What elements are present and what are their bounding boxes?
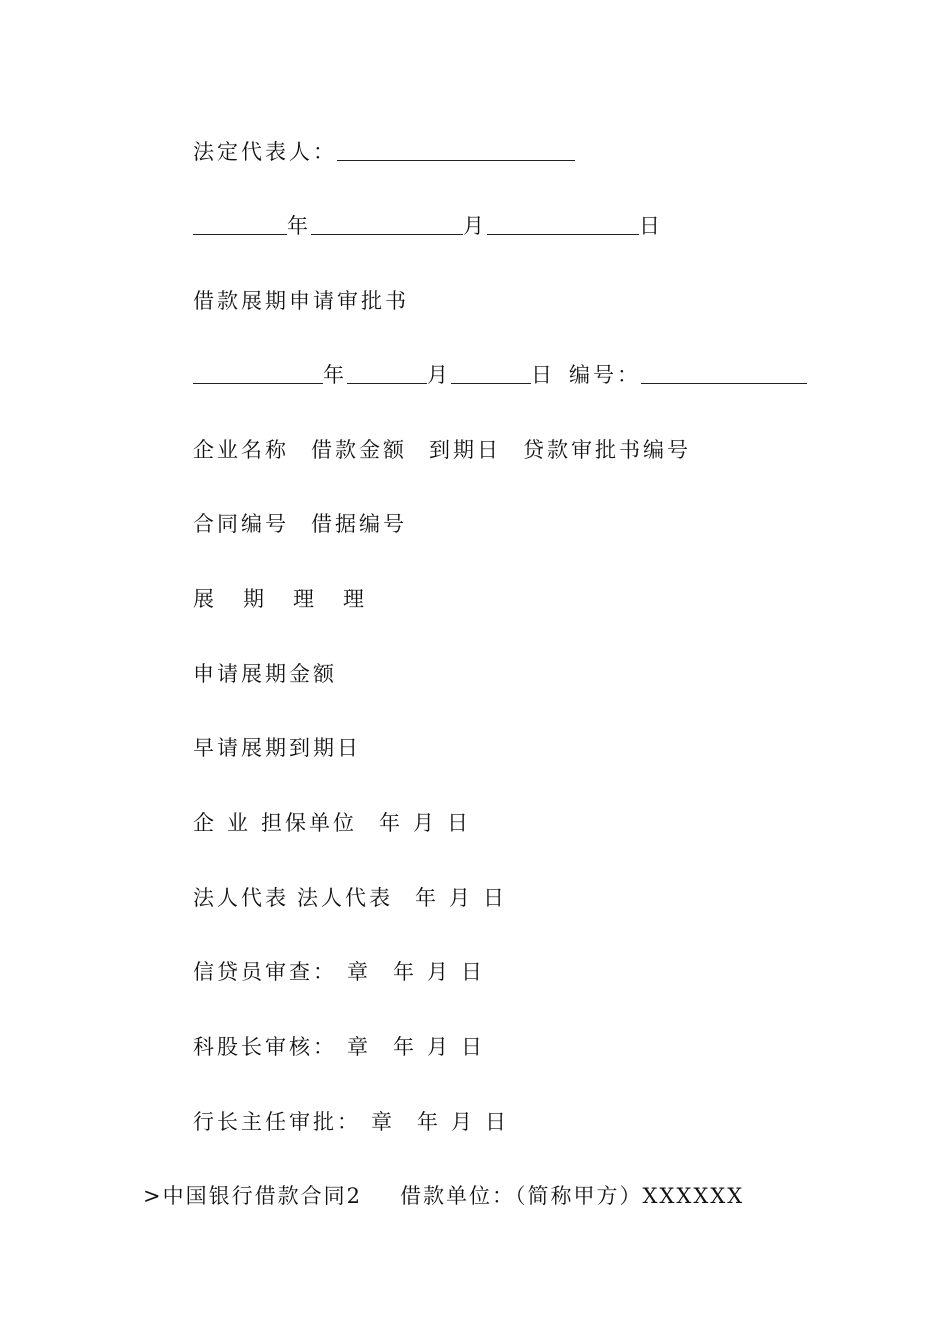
text: 日: [447, 811, 471, 835]
label-approval-number: 贷款审批书编号: [523, 438, 691, 462]
day-label: 日: [639, 214, 663, 238]
row-contract-numbers: [193, 509, 407, 539]
text: 月: [449, 886, 473, 910]
seal-label: 章: [371, 1110, 395, 1134]
text: 年: [417, 1110, 441, 1134]
number-blank: [641, 363, 807, 384]
text: 年: [393, 1035, 417, 1059]
row-extension-due-date: 早请展期到期日: [193, 736, 361, 760]
text: 年: [415, 886, 439, 910]
document-title: 借款展期申请审批书: [193, 289, 409, 313]
date-line-2: [193, 360, 807, 390]
text: 行长主任审批：: [193, 1110, 361, 1134]
footer-contract-line: [143, 1181, 744, 1211]
text: 法人代表: [193, 886, 289, 910]
contract-title: 中国银行借款合同2: [162, 1184, 362, 1208]
borrower-name: XXXXXX: [642, 1184, 745, 1208]
text: 年: [379, 811, 403, 835]
char: 展: [193, 587, 217, 611]
day-blank: [451, 363, 531, 384]
month-label: 月: [463, 214, 487, 238]
text: 月: [427, 960, 451, 984]
text: 日: [485, 1110, 509, 1134]
char: 理: [293, 587, 317, 611]
year-blank: [193, 363, 323, 384]
label-guarantor: 担保单位: [261, 811, 357, 835]
label-due-date: 到期日: [429, 438, 501, 462]
text: 月: [427, 1035, 451, 1059]
text: 科股长审核：: [193, 1035, 337, 1059]
row-company-info: [193, 435, 691, 465]
seal-label: 章: [347, 960, 371, 984]
row-director-approval: [193, 1107, 509, 1137]
borrower-label: 借款单位：: [399, 1184, 515, 1208]
month-blank: [347, 363, 427, 384]
row-credit-officer-review: [193, 957, 485, 987]
text: 日: [461, 1035, 485, 1059]
year-label: 年: [287, 214, 311, 238]
text: 日: [483, 886, 507, 910]
label-receipt-number: 借据编号: [311, 512, 407, 536]
text: 法人代表: [297, 886, 393, 910]
legal-rep-label: 法定代表人：: [193, 140, 337, 164]
row-extension-amount: 申请展期金额: [193, 662, 337, 686]
legal-rep-blank: [337, 140, 575, 161]
label-loan-amount: 借款金额: [311, 438, 407, 462]
number-label: 编号：: [569, 363, 641, 387]
char: 理: [343, 587, 367, 611]
row-extension-reason: [193, 584, 367, 614]
day-blank: [487, 214, 639, 235]
text: 月: [451, 1110, 475, 1134]
text: 信贷员审查：: [193, 960, 337, 984]
text: 业: [227, 811, 251, 835]
label-contract-number: 合同编号: [193, 512, 289, 536]
year-label: 年: [323, 363, 347, 387]
text: 年: [393, 960, 417, 984]
label-company-name: 企业名称: [193, 438, 289, 462]
year-blank: [193, 214, 287, 235]
day-label: 日: [531, 363, 555, 387]
char: 期: [243, 587, 267, 611]
month-blank: [311, 214, 463, 235]
month-label: 月: [427, 363, 451, 387]
row-legal-reps: [193, 883, 507, 913]
seal-label: 章: [347, 1035, 371, 1059]
text: 月: [413, 811, 437, 835]
text: 企: [193, 811, 217, 835]
borrower-abbr: （简称甲方）: [514, 1184, 643, 1208]
row-guarantor: [193, 808, 471, 838]
marker: >: [143, 1184, 163, 1208]
row-section-chief-review: [193, 1032, 485, 1062]
legal-rep-line: [193, 137, 575, 167]
date-line-1: [193, 211, 663, 241]
text: 日: [461, 960, 485, 984]
